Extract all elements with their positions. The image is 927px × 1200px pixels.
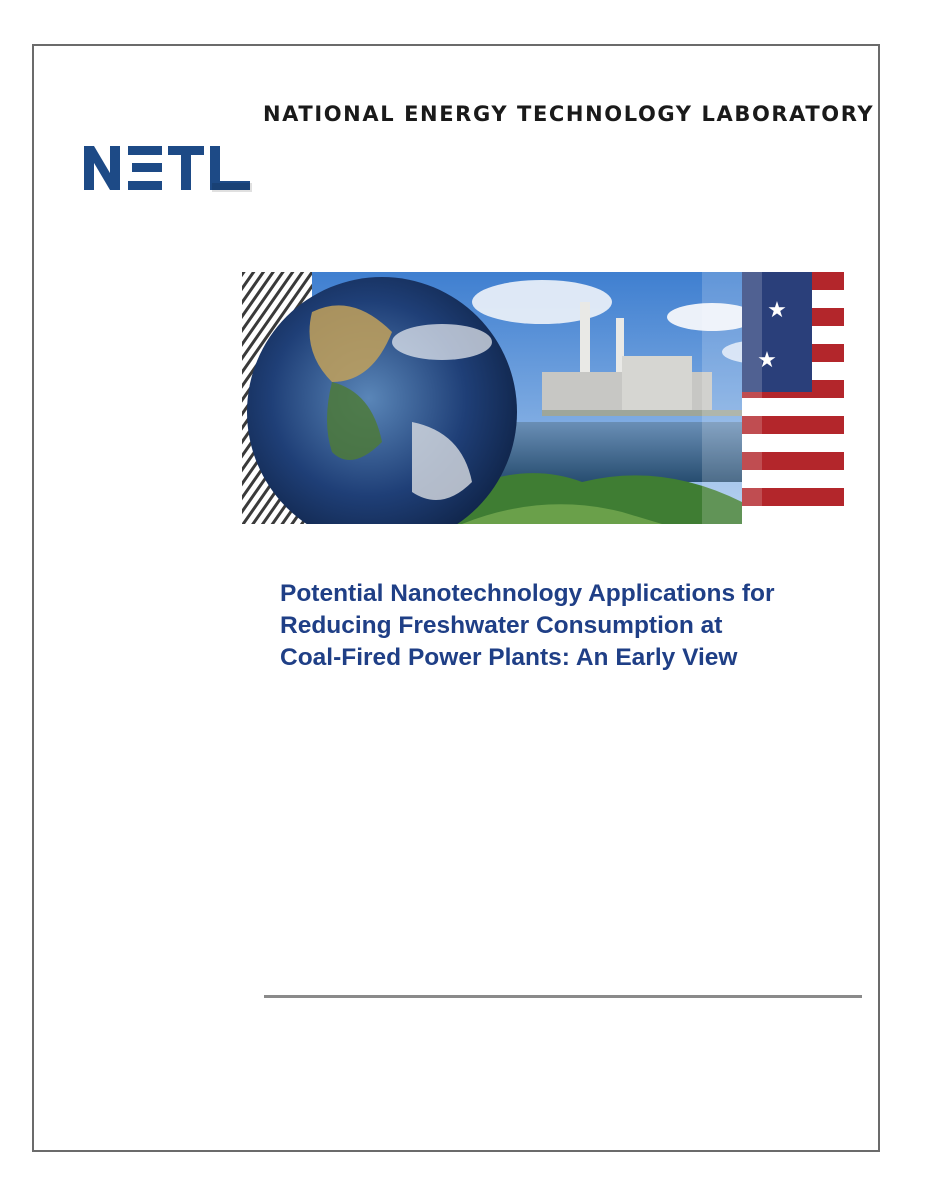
svg-text:★: ★: [767, 298, 787, 323]
svg-text:★: ★: [757, 348, 777, 373]
cover-collage-image: [242, 272, 844, 524]
title-line-1: Potential Nanotechnology Applications for: [280, 580, 775, 607]
netl-logo-icon: [80, 138, 255, 198]
title-line-3: Coal-Fired Power Plants: An Early View: [280, 644, 738, 671]
document-title: [280, 578, 860, 674]
title-line-2: Reducing Freshwater Consumption at: [280, 612, 723, 639]
organization-name: NATIONAL ENERGY TECHNOLOGY LABORATORY: [263, 102, 875, 126]
horizontal-rule: [264, 995, 862, 998]
